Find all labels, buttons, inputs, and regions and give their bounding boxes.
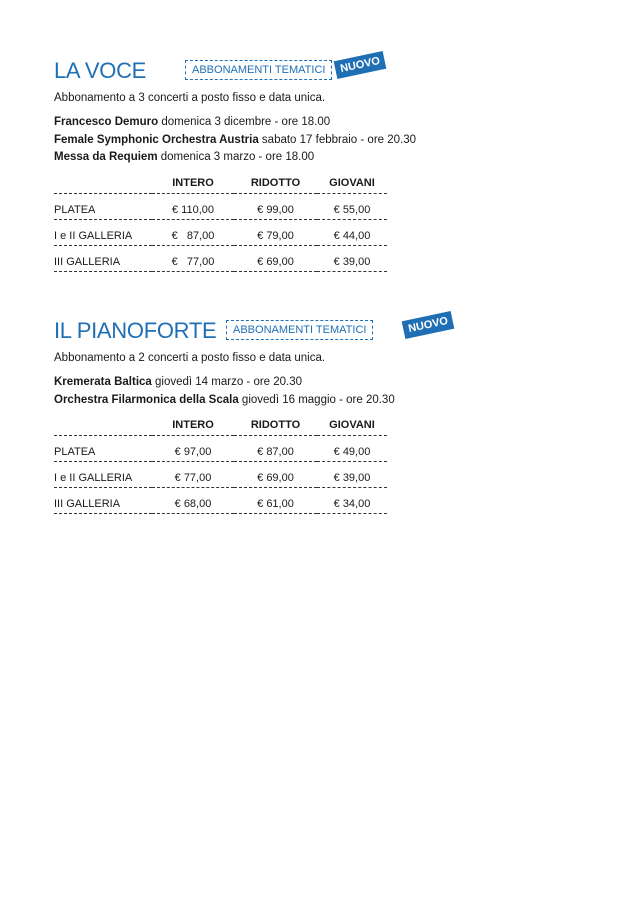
event-name: Francesco Demuro bbox=[54, 116, 159, 128]
event-date: domenica 3 dicembre - ore 18.00 bbox=[158, 116, 331, 128]
section-header bbox=[54, 56, 454, 86]
table-row bbox=[54, 245, 387, 271]
price-ridotto: € 79,00 bbox=[234, 219, 317, 245]
price-giovani: € 55,00 bbox=[317, 193, 387, 219]
price-giovani: € 39,00 bbox=[317, 245, 387, 271]
column-header-intero: INTERO bbox=[152, 415, 234, 436]
table-row bbox=[54, 488, 387, 514]
column-header-empty bbox=[54, 415, 152, 436]
price-giovani: € 34,00 bbox=[317, 488, 387, 514]
column-header-giovani: GIOVANI bbox=[317, 173, 387, 194]
price-giovani: € 44,00 bbox=[317, 219, 387, 245]
event-item bbox=[54, 132, 454, 150]
row-label: III GALLERIA bbox=[54, 245, 152, 271]
event-name: Orchestra Filarmonica della Scala bbox=[54, 393, 239, 406]
category-tag: ABBONAMENTI TEMATICI bbox=[226, 320, 373, 340]
price-table bbox=[54, 173, 387, 272]
section-title: LA VOCE bbox=[54, 58, 147, 83]
new-badge: NUOVO bbox=[402, 311, 455, 339]
subscription-section-il-pianoforte bbox=[54, 316, 454, 514]
price-intero: € 77,00 bbox=[152, 245, 234, 271]
row-label: III GALLERIA bbox=[54, 488, 152, 514]
event-item bbox=[54, 392, 454, 410]
event-list bbox=[54, 374, 454, 409]
event-date: giovedì 16 maggio - ore 20.30 bbox=[238, 393, 395, 406]
event-item bbox=[54, 374, 454, 392]
price-intero: € 77,00 bbox=[152, 462, 234, 488]
section-title: IL PIANOFORTE bbox=[54, 318, 217, 343]
price-ridotto: € 99,00 bbox=[234, 193, 317, 219]
new-badge: NUOVO bbox=[334, 51, 387, 79]
table-row bbox=[54, 219, 387, 245]
price-ridotto: € 61,00 bbox=[234, 488, 317, 514]
price-intero: € 97,00 bbox=[152, 436, 234, 462]
price-ridotto: € 69,00 bbox=[234, 462, 317, 488]
section-description: Abbonamento a 2 concerti a posto fisso e data unica. bbox=[54, 352, 326, 364]
price-intero: € 110,00 bbox=[152, 193, 234, 219]
event-date: giovedì 14 marzo - ore 20.30 bbox=[151, 376, 303, 388]
subscription-section-la-voce bbox=[54, 56, 454, 272]
row-label: I e II GALLERIA bbox=[54, 462, 152, 488]
event-item bbox=[54, 114, 454, 132]
section-description: Abbonamento a 3 concerti a posto fisso e data unica. bbox=[54, 92, 326, 104]
table-row bbox=[54, 193, 387, 219]
price-giovani: € 49,00 bbox=[317, 436, 387, 462]
column-header-empty bbox=[54, 173, 152, 194]
category-tag: ABBONAMENTI TEMATICI bbox=[185, 60, 332, 80]
price-table bbox=[54, 415, 387, 514]
price-intero: € 87,00 bbox=[152, 219, 234, 245]
price-table-header bbox=[54, 415, 387, 436]
event-date: domenica 3 marzo - ore 18.00 bbox=[157, 151, 315, 163]
row-label: I e II GALLERIA bbox=[54, 219, 152, 245]
event-name: Female Symphonic Orchestra Austria bbox=[54, 133, 259, 146]
event-name: Messa da Requiem bbox=[54, 151, 158, 163]
price-intero: € 68,00 bbox=[152, 488, 234, 514]
price-table-header bbox=[54, 173, 387, 194]
section-header bbox=[54, 316, 454, 346]
event-date: sabato 17 febbraio - ore 20.30 bbox=[258, 133, 417, 146]
column-header-giovani: GIOVANI bbox=[317, 415, 387, 436]
event-item bbox=[54, 149, 454, 167]
price-ridotto: € 87,00 bbox=[234, 436, 317, 462]
row-label: PLATEA bbox=[54, 436, 152, 462]
price-giovani: € 39,00 bbox=[317, 462, 387, 488]
column-header-ridotto: RIDOTTO bbox=[234, 415, 317, 436]
row-label: PLATEA bbox=[54, 193, 152, 219]
table-row bbox=[54, 436, 387, 462]
column-header-ridotto: RIDOTTO bbox=[234, 173, 317, 194]
column-header-intero: INTERO bbox=[152, 173, 234, 194]
event-list bbox=[54, 114, 454, 167]
event-name: Kremerata Baltica bbox=[54, 376, 152, 388]
table-row bbox=[54, 462, 387, 488]
price-ridotto: € 69,00 bbox=[234, 245, 317, 271]
